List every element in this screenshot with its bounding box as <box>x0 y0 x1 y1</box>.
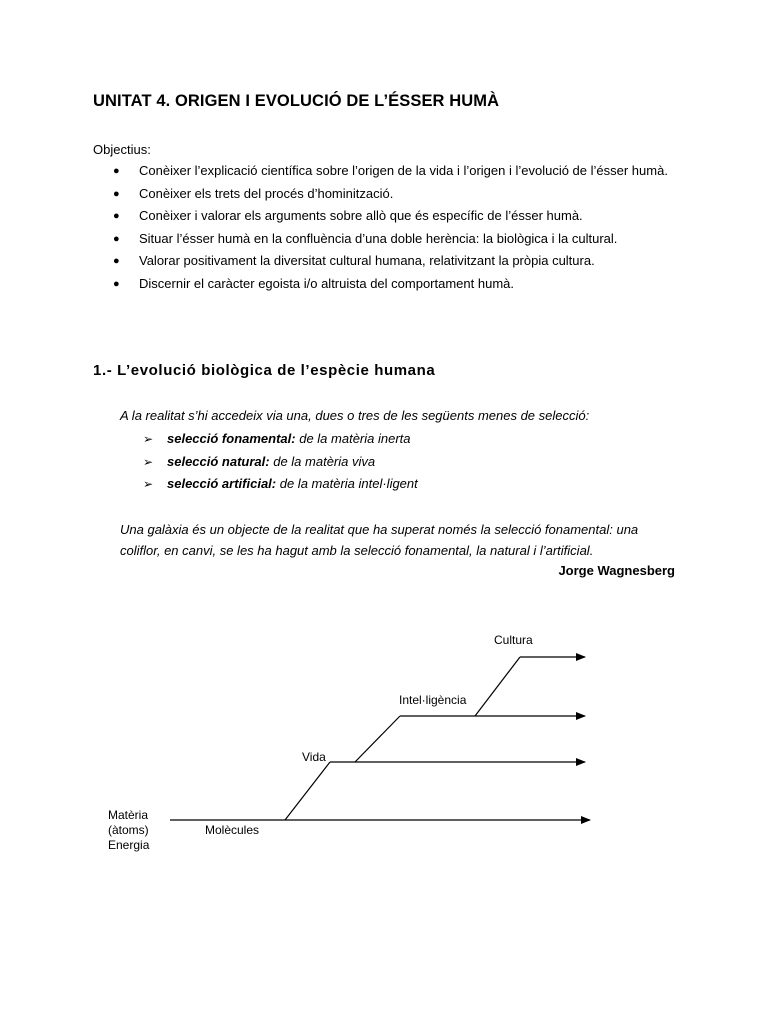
bullet-icon: ● <box>113 232 120 245</box>
objectives-label: Objectius: <box>93 142 151 157</box>
bullet-icon: ● <box>113 255 120 267</box>
evolution-diagram <box>0 600 768 880</box>
objective-text: Conèixer els trets del procés d’hominització. <box>139 185 394 201</box>
selection-desc: de la matèria intel·ligent <box>276 476 418 491</box>
list-item <box>143 476 418 492</box>
list-item <box>93 276 683 292</box>
list-item <box>93 231 683 247</box>
atoms-label: (àtoms) <box>108 823 149 837</box>
arrow-bullet-icon: ➢ <box>143 454 154 469</box>
objective-text: Conèixer i valorar els arguments sobre allò que és específic de l’ésser humà. <box>139 208 583 223</box>
culture-label: Cultura <box>494 633 533 647</box>
culture-rise-line <box>475 657 520 716</box>
objectives-list <box>93 163 683 298</box>
list-item <box>93 186 683 202</box>
selection-term: selecció artificial: <box>167 476 277 491</box>
bullet-icon: ● <box>113 277 120 290</box>
list-item <box>93 253 683 269</box>
bullet-icon: ● <box>113 187 120 200</box>
selection-term: selecció natural: <box>167 453 270 469</box>
list-item <box>93 208 683 224</box>
quote-author: Jorge Wagnesberg <box>558 563 675 578</box>
selection-list <box>143 431 418 499</box>
selection-desc: de la matèria inerta <box>295 431 411 446</box>
bullet-icon: ● <box>113 165 120 177</box>
list-item <box>143 454 418 470</box>
list-item <box>143 431 418 447</box>
intelligence-label: Intel·ligència <box>399 693 467 707</box>
list-item <box>93 163 683 179</box>
bullet-icon: ● <box>113 210 120 222</box>
arrow-bullet-icon: ➢ <box>143 477 154 491</box>
intelligence-rise-line <box>355 716 400 762</box>
life-rise-line <box>285 762 330 820</box>
page-title: UNITAT 4. ORIGEN I EVOLUCIÓ DE L’ÉSSER HUMÀ <box>93 92 500 110</box>
section-heading: 1.- L’evolució biològica de l’espècie humana <box>93 362 436 379</box>
matter-label: Matèria <box>108 808 149 822</box>
molecules-label: Molècules <box>205 823 260 837</box>
objective-text: Valorar positivament la diversitat cultural humana, relativitzant la pròpia cultura. <box>139 253 595 268</box>
life-label: Vida <box>302 750 326 764</box>
energy-label: Energia <box>108 838 150 852</box>
quote: Una galàxia és un objecte de la realitat que ha superat només la selecció fonamental: una coliflor, en canvi, se les ha hagut amb la selecció fonamental, la natural i l’artificial. <box>120 522 639 558</box>
selection-desc: de la matèria viva <box>269 453 376 469</box>
selection-intro: A la realitat s’hi accedeix via una, dues o tres de les següents menes de selecció: <box>120 408 590 423</box>
objective-text: Situar l’ésser humà en la confluència d’una doble herència: la biològica i la cultural. <box>139 230 618 246</box>
objective-text: Conèixer l’explicació científica sobre l’origen de la vida i l’origen i l’evolució de l’ésser humà. <box>139 163 668 178</box>
arrow-bullet-icon: ➢ <box>143 432 154 446</box>
selection-term: selecció fonamental: <box>167 431 296 446</box>
objective-text: Discernir el caràcter egoista i/o altruista del comportament humà. <box>139 275 514 291</box>
